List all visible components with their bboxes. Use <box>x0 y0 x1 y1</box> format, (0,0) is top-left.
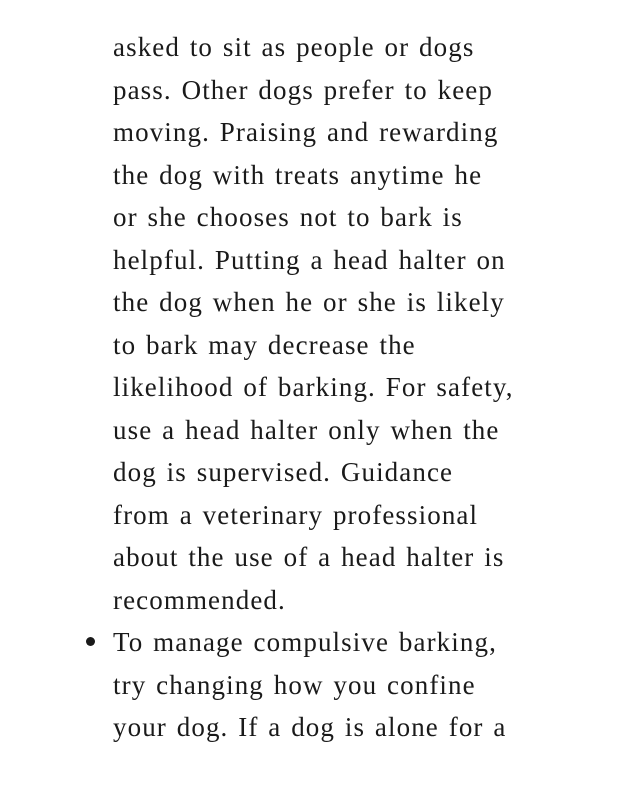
bullet-text-line: your dog. If a dog is alone for a <box>113 712 507 742</box>
text-line: about the use of a head halter is <box>113 542 505 572</box>
text-line: the dog when he or she is likely <box>113 287 505 317</box>
text-line: from a veterinary professional <box>113 500 479 530</box>
bullet-text-line: try changing how you confine <box>113 670 476 700</box>
text-line: or she chooses not to bark is <box>113 202 463 232</box>
text-line: the dog with treats anytime he <box>113 160 483 190</box>
text-line: to bark may decrease the <box>113 330 416 360</box>
text-line: dog is supervised. Guidance <box>113 457 454 487</box>
bullet-icon <box>86 637 95 646</box>
text-line: asked to sit as people or dogs <box>113 32 475 62</box>
text-line: use a head halter only when the <box>113 415 500 445</box>
text-line: likelihood of barking. For safety, <box>113 372 514 402</box>
bullet-text-line: To manage compulsive barking, <box>113 627 497 657</box>
text-line: pass. Other dogs prefer to keep <box>113 75 493 105</box>
text-line: moving. Praising and rewarding <box>113 117 499 147</box>
text-line: recommended. <box>113 585 286 615</box>
text-line: helpful. Putting a head halter on <box>113 245 506 275</box>
